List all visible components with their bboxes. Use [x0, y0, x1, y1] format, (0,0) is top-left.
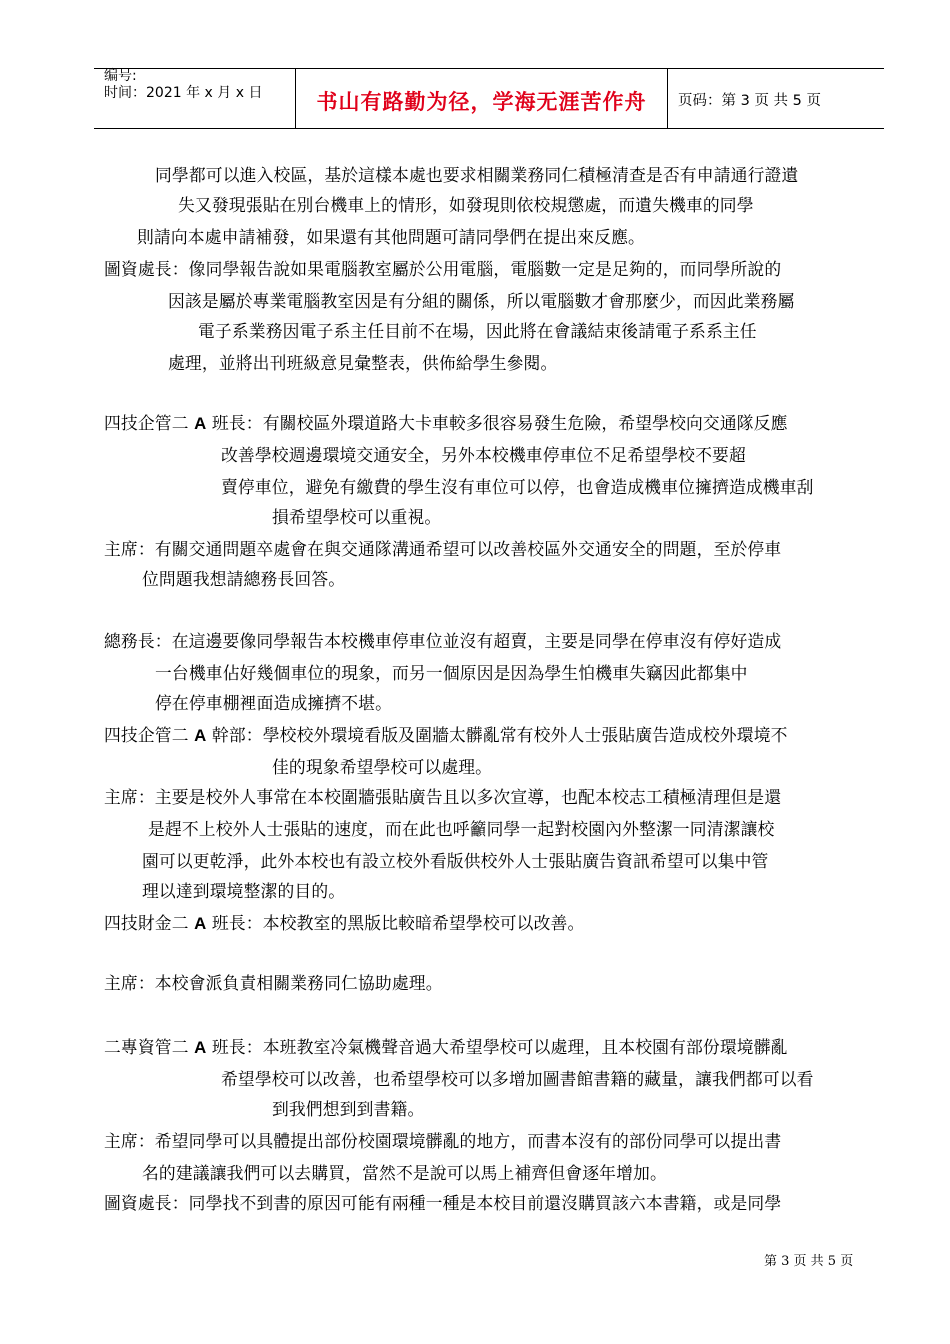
number-label: 编号: [104, 68, 137, 84]
text-line: 同學都可以進入校區，基於這樣本處也要求相關業務同仁積極清查是否有申請通行證遺 [155, 165, 799, 185]
header-meta [104, 68, 262, 102]
text-line: 則請向本處申請補發，如果還有其他問題可請同學們在提出來反應。 [137, 227, 645, 247]
time-label: 时间：2021 年 x 月 x 日 [104, 85, 263, 101]
text-line: 四技企管二 A 班長：有關校區外環道路大卡車較多很容易發生危險，希望學校向交通隊反應 [104, 413, 788, 433]
header-page-label: 页码：第 3 页 共 5 页 [678, 93, 821, 109]
text-line: 園可以更乾淨，此外本校也有設立校外看版供校外人士張貼廣告資訊希望可以集中管 [142, 851, 769, 871]
text-line: 主席：主要是校外人事常在本校圍牆張貼廣告且以多次宣導，也配本校志工積極清理但是還 [104, 787, 782, 807]
text-line: 處理，並將出刊班級意見彙整表，供佈給學生參閱。 [168, 353, 558, 373]
text-line: 希望學校可以改善，也希望學校可以多增加圖書館書籍的藏量，讓我們都可以看 [221, 1069, 814, 1089]
text-line: 損希望學校可以重視。 [272, 507, 442, 527]
text-line: 四技財金二 A 班長：本校教室的黑版比較暗希望學校可以改善。 [104, 913, 585, 933]
header-motto: 书山有路勤为径，学海无涯苦作舟 [316, 89, 647, 114]
header-divider [667, 68, 668, 129]
text-line: 總務長：在這邊要像同學報告本校機車停車位並沒有超賣，主要是同學在停車沒有停好造成 [104, 631, 782, 651]
text-line: 是趕不上校外人士張貼的速度，而在此也呼籲同學一起對校園內外整潔一同清潔讓校 [148, 819, 775, 839]
text-line: 佳的現象希望學校可以處理。 [272, 757, 493, 777]
text-line: 因該是屬於專業電腦教室因是有分組的關係，所以電腦數才會那麼少，而因此業務屬 [168, 291, 795, 311]
text-line: 賣停車位，避免有繳費的學生沒有車位可以停，也會造成機車位擁擠造成機車刮 [221, 477, 814, 497]
text-line: 主席：有關交通問題卒處會在與交通隊溝通希望可以改善校區外交通安全的問題，至於停車 [104, 539, 782, 559]
text-line: 理以達到環境整潔的目的。 [142, 881, 346, 901]
text-line: 名的建議讓我們可以去購買，當然不是說可以馬上補齊但會逐年增加。 [142, 1163, 667, 1183]
text-line: 到我們想到到書籍。 [272, 1099, 425, 1119]
text-line: 主席：本校會派負責相關業務同仁協助處理。 [104, 973, 443, 993]
text-line: 改善學校週邊環境交通安全，另外本校機車停車位不足希望學校不要超 [221, 445, 746, 465]
footer-page-label: 第 3 页 共 5 页 [764, 1254, 854, 1269]
text-line: 失又發現張貼在別台機車上的情形，如發現則依校規懲處，而遺失機車的同學 [178, 195, 754, 215]
text-line: 停在停車棚裡面造成擁擠不堪。 [155, 693, 393, 713]
text-line: 二專資管二 A 班長：本班教室冷氣機聲音過大希望學校可以處理，且本校園有部份環境髒亂 [104, 1037, 788, 1057]
text-line: 位問題我想請總務長回答。 [142, 569, 346, 589]
text-line: 電子系業務因電子系主任目前不在場，因此將在會議結束後請電子系系主任 [198, 321, 757, 341]
header-bottom-rule [94, 128, 884, 129]
text-line: 圖資處長：像同學報告說如果電腦教室屬於公用電腦，電腦數一定是足夠的，而同學所說的 [104, 259, 782, 279]
text-line: 圖資處長：同學找不到書的原因可能有兩種一種是本校目前還沒購買該六本書籍，或是同學 [104, 1193, 782, 1213]
text-line: 四技企管二 A 幹部：學校校外環境看版及圍牆太髒亂常有校外人士張貼廣告造成校外環境不 [104, 725, 788, 745]
text-line: 主席：希望同學可以具體提出部份校園環境髒亂的地方，而書本沒有的部份同學可以提出書 [104, 1131, 782, 1151]
text-line: 一台機車佔好幾個車位的現象，而另一個原因是因為學生怕機車失竊因此都集中 [155, 663, 748, 683]
